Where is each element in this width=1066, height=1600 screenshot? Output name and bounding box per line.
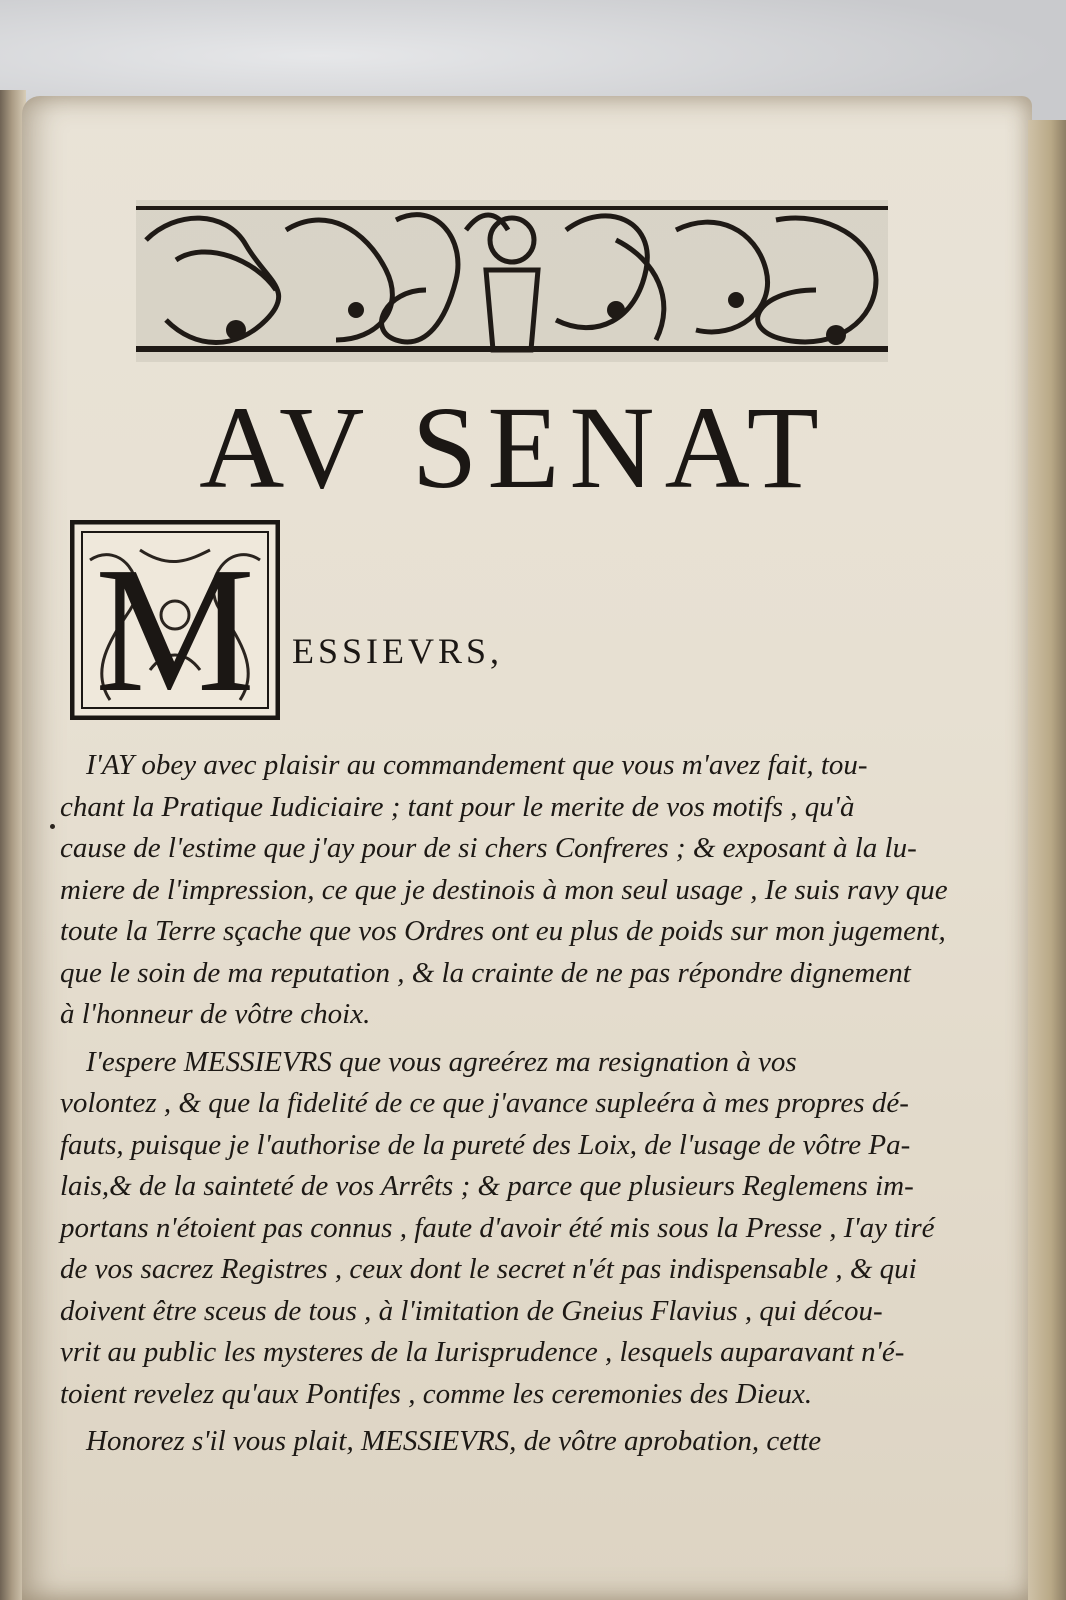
svg-text:M: M [94, 530, 256, 720]
text-line: toute la Terre sçache que vos Ordres ont eu plus de poids sur mon jugement, [60, 915, 946, 947]
text-line: de vos sacrez Registres , ceux dont le secret n'ét pas indispensable , & qui [60, 1253, 917, 1285]
text-line: cause de l'estime que j'ay pour de si chers Confreres ; & exposant à la lu- [60, 832, 917, 864]
margin-mark [50, 824, 55, 829]
text-line: volontez , & que la fidelité de ce que j'avance supleéra à mes propres dé- [60, 1087, 909, 1119]
text-line: I'espere MESSIEVRS que vous agreérez ma resignation à vos [86, 1045, 797, 1078]
text-line: miere de l'impression, ce que je destinois à mon seul usage , Ie suis ravy que [60, 873, 948, 906]
text-line: lais,& de la sainteté de vos Arrêts ; & parce que plusieurs Reglemens im- [60, 1170, 914, 1202]
text-line: I'AY obey avec plaisir au commandement que vous m'avez fait, tou- [86, 749, 868, 781]
text-line: que le soin de ma reputation , & la crainte de ne pas répondre dignement [60, 956, 911, 989]
text-line: vrit au public les mysteres de la Iurisprudence , lesquels auparavant n'é- [60, 1336, 905, 1368]
salutation: ESSIEVRS, [292, 631, 504, 671]
text-line: doivent être sceus de tous , à l'imitation de Gneius Flavius , qui décou- [60, 1294, 883, 1327]
woodcut-headpiece [136, 200, 888, 362]
text-line: fauts, puisque je l'authorise de la pureté des Loix, de l'usage de vôtre Pa- [60, 1128, 911, 1161]
text-line: portans n'étoient pas connus , faute d'avoir été mis sous la Presse , I'ay tiré [60, 1211, 935, 1244]
text-line: toient revelez qu'aux Pontifes , comme les ceremonies des Dieux. [60, 1377, 813, 1410]
page-title: AV SENAT [199, 382, 829, 513]
text-line: Honorez s'il vous plait, MESSIEVRS, de vôtre aprobation, cette [86, 1425, 822, 1457]
paragraph-2 [60, 1042, 980, 1416]
text-line: chant la Pratique Iudiciaire ; tant pour le merite de vos motifs , qu'à [60, 790, 855, 823]
page-stack-edge [1028, 120, 1066, 1600]
body-text [60, 745, 980, 1463]
paragraph-1 [60, 745, 980, 1036]
decorated-initial [70, 520, 280, 720]
paragraph-3 [60, 1421, 980, 1463]
text-line: à l'honneur de vôtre choix. [60, 998, 371, 1030]
